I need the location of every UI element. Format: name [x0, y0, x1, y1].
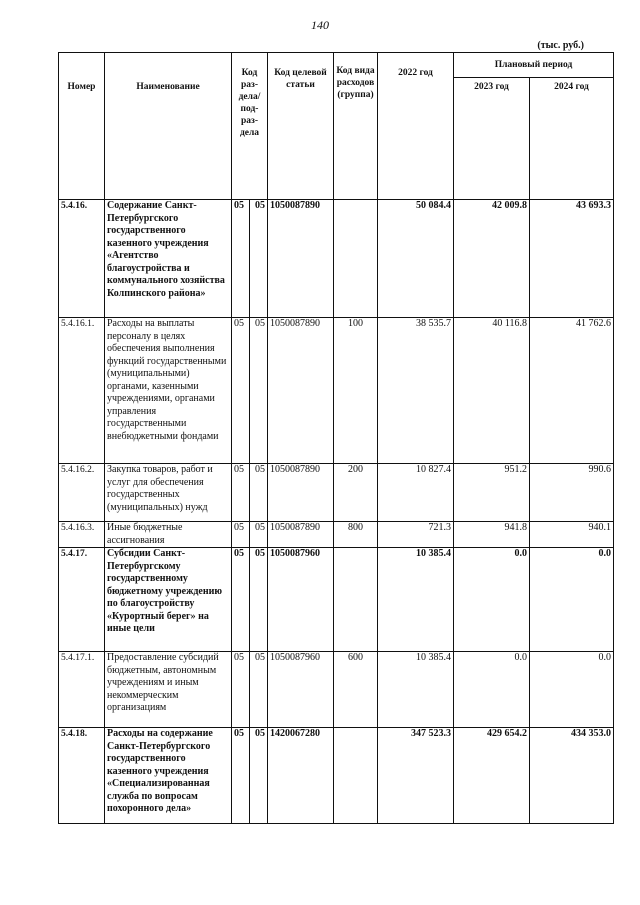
row-subsection-code: 05: [250, 318, 268, 464]
row-section-code: 05: [232, 728, 250, 824]
row-amount-2024: 41 762.6: [530, 318, 614, 464]
row-expense-type: [334, 548, 378, 652]
row-expense-type: [334, 200, 378, 318]
row-amount-2023: 40 116.8: [454, 318, 530, 464]
row-section-code: 05: [232, 522, 250, 548]
row-target-code: 1050087960: [268, 548, 334, 652]
row-number: 5.4.17.1.: [59, 652, 105, 728]
row-number: 5.4.18.: [59, 728, 105, 824]
budget-table: [58, 52, 614, 824]
header-2024: 2024 год: [530, 77, 614, 199]
row-section-code: 05: [232, 652, 250, 728]
row-section-code: 05: [232, 548, 250, 652]
row-amount-2022: 10 385.4: [378, 548, 454, 652]
row-name: Субсидии Санкт-Петербургскому государственному бюджетному учреждению по благоустройству «Курортный берег» на иные цели: [105, 548, 232, 652]
table-row: [59, 728, 614, 824]
row-amount-2022: 10 385.4: [378, 652, 454, 728]
row-expense-type: 800: [334, 522, 378, 548]
table-row: [59, 200, 614, 318]
row-number: 5.4.16.1.: [59, 318, 105, 464]
row-number: 5.4.17.: [59, 548, 105, 652]
table-row: [59, 522, 614, 548]
table-header: [59, 53, 614, 200]
row-amount-2024: 0.0: [530, 652, 614, 728]
row-amount-2024: 940.1: [530, 522, 614, 548]
row-number: 5.4.16.2.: [59, 464, 105, 522]
row-number: 5.4.16.: [59, 200, 105, 318]
row-amount-2023: 0.0: [454, 548, 530, 652]
table-row: [59, 464, 614, 522]
row-expense-type: 100: [334, 318, 378, 464]
row-subsection-code: 05: [250, 728, 268, 824]
row-name: Расходы на выплаты персоналу в целях обеспечения выполнения функций государственными (муниципальными) органами, казенными учреждениями, органами управления государственными внебюджетными фондами: [105, 318, 232, 464]
table-row: [59, 548, 614, 652]
row-target-code: 1050087890: [268, 200, 334, 318]
row-target-code: 1420067280: [268, 728, 334, 824]
row-expense-type: 200: [334, 464, 378, 522]
row-target-code: 1050087890: [268, 522, 334, 548]
table-row: [59, 318, 614, 464]
row-amount-2024: 434 353.0: [530, 728, 614, 824]
row-amount-2023: 429 654.2: [454, 728, 530, 824]
page-number: 140: [311, 18, 329, 32]
header-target-code: Код целевой статьи: [268, 53, 334, 200]
row-amount-2022: 10 827.4: [378, 464, 454, 522]
row-name: Иные бюджетные ассигнования: [105, 522, 232, 548]
row-amount-2024: 43 693.3: [530, 200, 614, 318]
header-2023: 2023 год: [454, 77, 530, 199]
header-planning-period: Плановый период: [454, 53, 614, 78]
row-number: 5.4.16.3.: [59, 522, 105, 548]
row-subsection-code: 05: [250, 464, 268, 522]
row-subsection-code: 05: [250, 200, 268, 318]
row-amount-2023: 42 009.8: [454, 200, 530, 318]
row-target-code: 1050087890: [268, 318, 334, 464]
header-name: Наименование: [105, 53, 232, 200]
row-expense-type: [334, 728, 378, 824]
row-amount-2024: 0.0: [530, 548, 614, 652]
row-amount-2024: 990.6: [530, 464, 614, 522]
header-section-code: Код раз-дела/ под-раз-дела: [232, 53, 268, 200]
table-row: [59, 652, 614, 728]
row-subsection-code: 05: [250, 548, 268, 652]
row-amount-2022: 721.3: [378, 522, 454, 548]
header-2022: 2022 год: [378, 53, 454, 200]
row-name: Расходы на содержание Санкт-Петербургского государственного казенного учреждения «Специализированная служба по вопросам похоронного дела»: [105, 728, 232, 824]
table-body: [59, 200, 614, 824]
header-expense-type: Код вида расходов (группа): [334, 53, 378, 200]
row-section-code: 05: [232, 318, 250, 464]
units-label: (тыс. руб.): [537, 40, 584, 51]
row-name: Предоставление субсидий бюджетным, автономным учреждениям и иным некоммерческим организациям: [105, 652, 232, 728]
row-amount-2022: 347 523.3: [378, 728, 454, 824]
row-section-code: 05: [232, 464, 250, 522]
row-name: Содержание Санкт-Петербургского государственного казенного учреждения «Агентство благоустройства и коммунального хозяйства Колпинского района»: [105, 200, 232, 318]
row-amount-2023: 951.2: [454, 464, 530, 522]
row-expense-type: 600: [334, 652, 378, 728]
row-amount-2023: 941.8: [454, 522, 530, 548]
row-amount-2023: 0.0: [454, 652, 530, 728]
row-subsection-code: 05: [250, 652, 268, 728]
row-target-code: 1050087960: [268, 652, 334, 728]
row-target-code: 1050087890: [268, 464, 334, 522]
row-name: Закупка товаров, работ и услуг для обеспечения государственных (муниципальных) нужд: [105, 464, 232, 522]
row-amount-2022: 38 535.7: [378, 318, 454, 464]
row-section-code: 05: [232, 200, 250, 318]
header-number: Номер: [59, 53, 105, 200]
row-subsection-code: 05: [250, 522, 268, 548]
row-amount-2022: 50 084.4: [378, 200, 454, 318]
